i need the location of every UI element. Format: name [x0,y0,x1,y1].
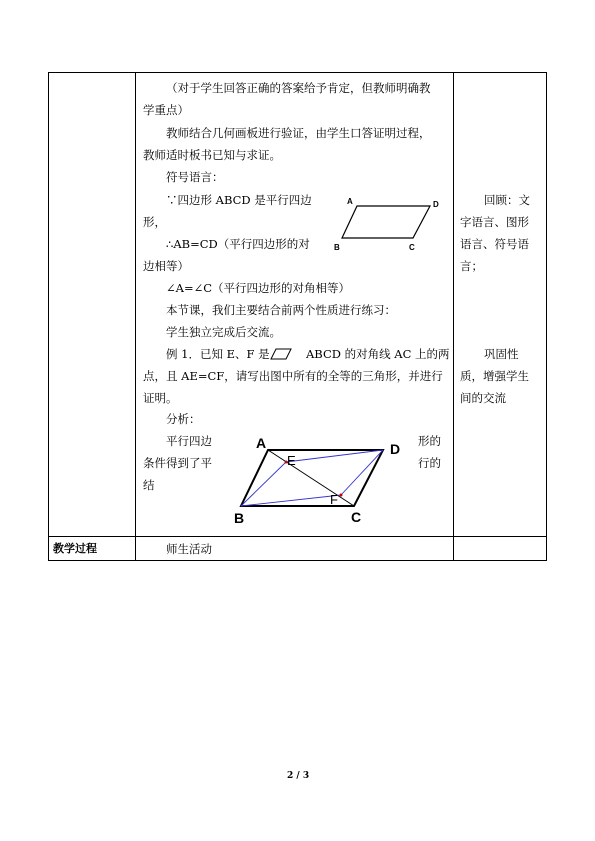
text-line: 形的 [418,434,441,448]
text-line: 证明。 [143,391,178,405]
vertex-label-b: B [234,510,245,526]
vertex-label-b: B [334,243,340,252]
row-header-teaching-process: 教学过程 [53,542,97,555]
text-line: 例 1．已知 E、F 是 [166,347,270,361]
side-note-line: 巩固性 [484,347,519,361]
text-line: 点，且 AE=CF，请写出图中所有的全等的三角形，并进行 [143,369,443,383]
text-line: 学生独立完成后交流。 [166,325,281,339]
table-border-top [48,72,547,73]
text-line: 边相等） [143,259,189,273]
text-line: ∠A=∠C（平行四边形的对角相等） [166,281,351,295]
point-label-f: F [330,492,338,507]
vertex-label-a: A [256,435,267,451]
side-note-line: 回顾：文 [484,193,530,207]
side-note-line: 言； [460,259,483,273]
parallelogram-figure-large [228,434,408,530]
text-line: ∴AB=CD（平行四边形的对 [166,237,310,251]
page-number: 2 / 3 [287,771,310,781]
parallelogram-symbol-icon [270,348,292,360]
text-line: ABCD 的对角线 AC 上的两 [306,347,450,361]
text-line: 形， [143,215,166,229]
side-note-line: 语言、符号语 [460,237,529,251]
parallelogram-figure-small [330,192,445,254]
vertex-label-c: C [409,243,415,252]
text-line: （对于学生回答正确的答案给予肯定，但教师明确教 [166,81,431,95]
text-line: 符号语言： [166,170,224,184]
vertex-label-d: D [390,441,401,457]
vertex-label-a: A [347,197,353,206]
point-label-e: E [287,453,296,468]
table-col-divider-2 [453,72,454,561]
text-line: 行的 [418,456,441,470]
text-line: 本节课，我们主要结合前两个性质进行练习： [166,303,396,317]
table-row-divider [48,536,547,537]
side-note-line: 间的交流 [460,391,506,405]
text-line: 条件得到了平 [143,456,212,470]
side-note-line: 质，增强学生 [460,369,529,383]
table-col-divider-1 [135,72,136,561]
text-line: 教师适时板书已知与求证。 [143,148,281,162]
text-line: ∵四边形 ABCD 是平行四边 [166,193,312,207]
row-content-activity: 师生活动 [166,542,212,556]
table-border-left [48,72,49,561]
text-line: 平行四边 [166,434,212,448]
table-border-right [546,72,547,561]
text-line: 分析： [166,412,201,426]
side-note-line: 字语言、图形 [460,215,529,229]
text-line: 教师结合几何画板进行验证，由学生口答证明过程， [166,126,431,140]
text-line: 学重点） [143,103,189,117]
vertex-label-d: D [433,200,439,209]
table-border-bottom [48,560,547,561]
text-line: 结 [143,478,155,492]
vertex-label-c: C [351,509,362,525]
